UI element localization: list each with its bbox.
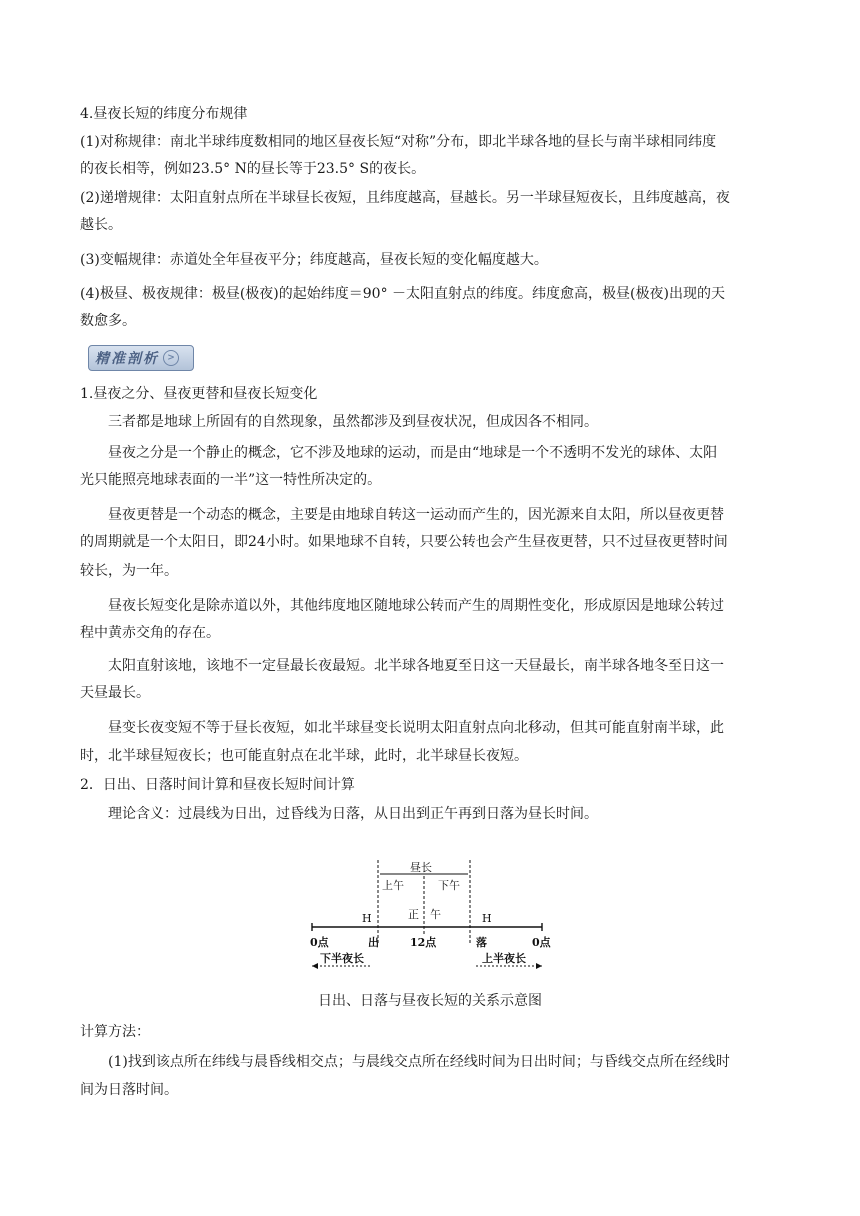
noon-label-b: 午 <box>430 908 441 921</box>
day-night-diagram <box>306 858 554 978</box>
paragraph: 昼夜之分是一个静止的概念，它不涉及地球的运动，而是由“地球是一个不透明不发光的球体、太阳 <box>108 445 718 461</box>
part1-heading: 1.昼夜之分、昼夜更替和昼夜长短变化 <box>80 386 318 402</box>
morning-label: 上午 <box>382 879 404 892</box>
paragraph: 太阳直射该地，该地不一定昼最长夜最短。北半球各地夏至日这一天昼最长，南半球各地冬至日这一 <box>108 658 724 674</box>
day-length-label: 昼长 <box>410 861 432 874</box>
figure-caption: 日出、日落与昼夜长短的关系示意图 <box>318 993 542 1009</box>
afternoon-label: 下午 <box>438 879 460 892</box>
paragraph: 较长，为一年。 <box>80 563 178 579</box>
paragraph: 的夜长相等，例如23.5° N的昼长等于23.5° S的夜长。 <box>80 161 426 177</box>
h-left-label: H <box>362 912 372 925</box>
paragraph: 时，北半球昼短夜长；也可能直射点在北半球，此时，北半球昼长夜短。 <box>80 748 528 764</box>
badge-label: 精准剖析 <box>95 351 159 367</box>
paragraph: 三者都是地球上所固有的自然现象，虽然都涉及到昼夜状况，但成因各不相同。 <box>108 414 598 430</box>
tick-0-right: 0点 <box>532 936 551 949</box>
paragraph: 程中黄赤交角的存在。 <box>80 625 220 641</box>
paragraph: 的周期就是一个太阳日，即24小时。如果地球不自转，只要公转也会产生昼夜更替，只不过昼夜更替时间 <box>80 534 728 550</box>
paragraph: (4)极昼、极夜规律：极昼(极夜)的起始纬度＝90° －太阳直射点的纬度。纬度愈高，极昼(极夜)出现的天 <box>80 286 725 302</box>
paragraph: (1)找到该点所在纬线与晨昏线相交点；与晨线交点所在经线时间为日出时间；与昏线交点所在经线时 <box>108 1054 730 1070</box>
tick-12: 12点 <box>410 936 437 949</box>
noon-label-a: 正 <box>408 908 419 921</box>
paragraph: (2)递增规律：太阳直射点所在半球昼长夜短，且纬度越高，昼越长。另一半球昼短夜长，且纬度越高，夜 <box>80 190 730 206</box>
tick-sunrise: 出 <box>368 936 379 949</box>
early-night-label: 上半夜长 <box>482 952 526 965</box>
tick-sunset: 落 <box>476 936 487 949</box>
section-badge <box>88 345 194 371</box>
paragraph: (1)对称规律：南北半球纬度数相同的地区昼夜长短“对称”分布，即北半球各地的昼长与南半球相同纬度 <box>80 134 717 150</box>
section4-heading: 4.昼夜长短的纬度分布规律 <box>80 106 248 122</box>
paragraph: 理论含义：过晨线为日出，过昏线为日落，从日出到正午再到日落为昼长时间。 <box>108 806 598 822</box>
method-heading: 计算方法： <box>80 1024 150 1040</box>
paragraph: (3)变幅规律：赤道处全年昼夜平分；纬度越高，昼夜长短的变化幅度越大。 <box>80 252 548 268</box>
h-right-label: H <box>482 912 492 925</box>
paragraph: 昼变长夜变短不等于昼长夜短，如北半球昼变长说明太阳直射点向北移动，但其可能直射南半球，此 <box>108 720 724 736</box>
part2-heading: 2．日出、日落时间计算和昼夜长短时间计算 <box>80 777 355 793</box>
paragraph: 光只能照亮地球表面的一半”这一特性所决定的。 <box>80 472 382 488</box>
paragraph: 越长。 <box>80 217 122 233</box>
paragraph: 数愈多。 <box>80 313 136 329</box>
chevron-right-icon: > <box>163 350 179 366</box>
paragraph: 间为日落时间。 <box>80 1082 178 1098</box>
paragraph: 天昼最长。 <box>80 685 150 701</box>
paragraph: 昼夜更替是一个动态的概念，主要是由地球自转这一运动而产生的，因光源来自太阳，所以昼夜更替 <box>108 507 724 523</box>
tick-0-left: 0点 <box>310 936 329 949</box>
paragraph: 昼夜长短变化是除赤道以外，其他纬度地区随地球公转而产生的周期性变化，形成原因是地球公转过 <box>108 598 724 614</box>
late-night-label: 下半夜长 <box>320 952 364 965</box>
